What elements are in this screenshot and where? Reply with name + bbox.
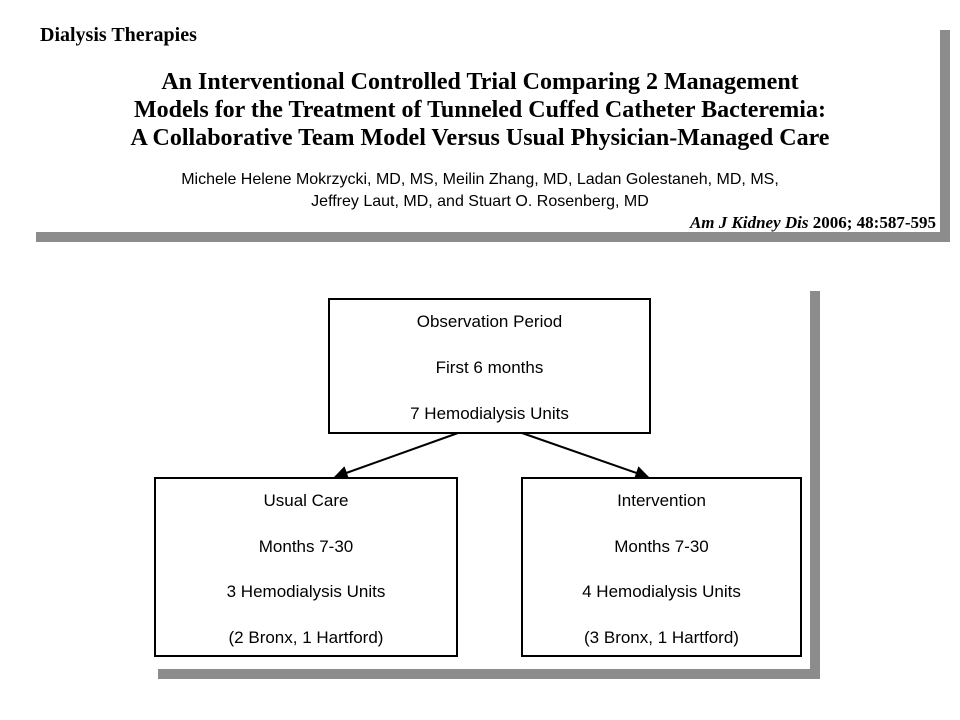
section-label: Dialysis Therapies: [40, 24, 197, 46]
usual-care-units: 3 Hemodialysis Units: [226, 582, 386, 601]
observation-title: Observation Period: [416, 312, 563, 331]
intervention-box: [521, 477, 802, 657]
citation-details: 2006; 48:587-595: [808, 213, 936, 232]
author-line: Michele Helene Mokrzycki, MD, MS, Meilin Zhang, MD, Ladan Golestaneh, MD, MS,: [181, 171, 779, 188]
author-line: Jeffrey Laut, MD, and Stuart O. Rosenberg, MD: [311, 193, 649, 210]
usual-care-locations: (2 Bronx, 1 Hartford): [228, 628, 384, 647]
usual-care-title: Usual Care: [263, 491, 349, 510]
title-line: An Interventional Controlled Trial Comparing 2 Management: [161, 69, 799, 95]
arrow-to-usual-care: [335, 433, 458, 477]
observation-duration: First 6 months: [435, 358, 544, 377]
intervention-units: 4 Hemodialysis Units: [582, 582, 741, 601]
title-line: A Collaborative Team Model Versus Usual Physician-Managed Care: [130, 125, 830, 151]
intervention-title: Intervention: [617, 491, 706, 510]
arrow-to-intervention: [522, 433, 648, 477]
usual-care-duration: Months 7-30: [258, 537, 354, 556]
observation-period-box: [328, 298, 651, 434]
citation-journal: Am J Kidney Dis: [689, 213, 809, 232]
title-line: Models for the Treatment of Tunneled Cuffed Catheter Bacteremia:: [134, 97, 826, 123]
observation-units: 7 Hemodialysis Units: [410, 404, 569, 423]
usual-care-box: [154, 477, 458, 657]
intervention-locations: (3 Bronx, 1 Hartford): [584, 628, 739, 647]
intervention-duration: Months 7-30: [614, 537, 709, 556]
